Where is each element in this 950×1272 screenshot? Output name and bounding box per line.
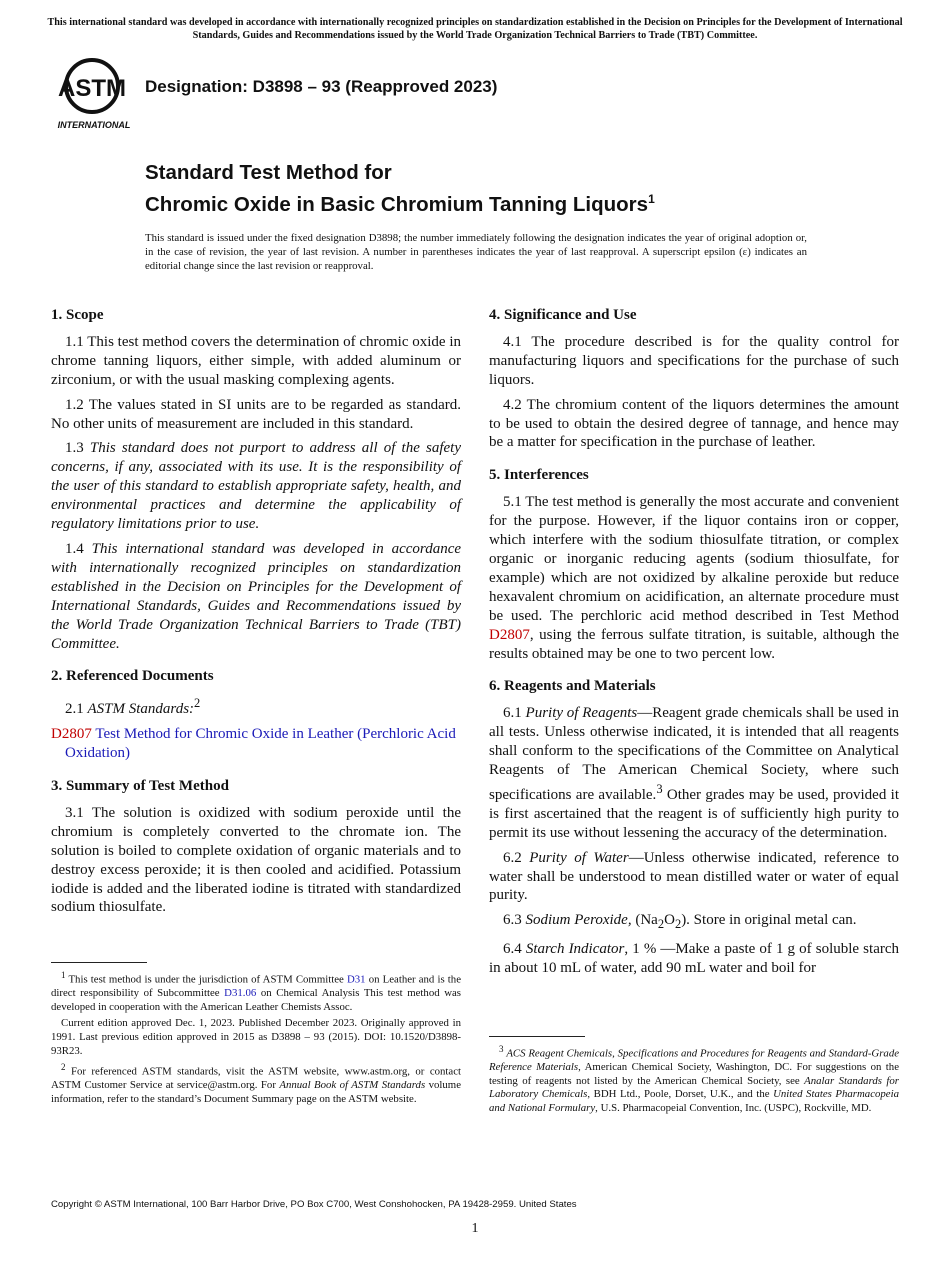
paragraph: 6.2 Purity of Water—Unless otherwise indicated, reference to water shall be understood to mean distilled water or water of equal purity. <box>489 849 899 904</box>
paragraph: 6.1 Purity of Reagents—Reagent grade chemicals shall be used in all tests. Unless otherwise indicated, it is intended that all reagents shall conform to the specifications of the Committee on Analytical Reagents of The American Chemical Society, where such specifications are available.$^3$ Other grades may be used, provided it is first ascertained that the reagent is of sufficiently high purity to permit its use without lessening the accuracy of the determination. <box>489 705 899 841</box>
section-summary <box>51 777 461 917</box>
copyright-line: Copyright © ASTM International, 100 Barr Harbor Drive, PO Box C700, West Conshohocken, PA 19428-2959. United States <box>51 1199 577 1210</box>
section-heading: 2. Referenced Documents <box>51 668 214 685</box>
paragraph <box>51 694 461 719</box>
logo-letters: ASTM <box>58 75 126 102</box>
section-heading: 1. Scope <box>51 307 104 323</box>
title-footnote-mark: 1 <box>648 192 655 206</box>
page-number: 1 <box>471 1221 479 1236</box>
section-significance <box>489 306 899 452</box>
paragraph-text: This standard does not purport to address all of the safety concerns, if any, associated with its use. It is the responsibility of the user of this standard to establish appropriate safety, health, and environmental practices and determine the applicability of regulatory limitations prior to use. <box>51 440 462 533</box>
paragraph: 1.2 The values stated in SI units are to be regarded as standard. No other units of measurement are included in this standard. <box>51 396 461 432</box>
section-referenced-documents <box>51 667 461 763</box>
designation: Designation: D3898 – 93 (Reapproved 2023) <box>145 77 498 96</box>
document-title <box>145 160 655 218</box>
section-heading: 6. Reagents and Materials <box>489 678 656 695</box>
footnotes-right <box>489 1036 899 1119</box>
paragraph-number: 1.4 <box>65 540 84 557</box>
astm-logo <box>52 56 136 132</box>
committee-link[interactable]: D31 <box>346 973 366 986</box>
reference-link[interactable]: D2807 <box>489 626 530 643</box>
footnotes-left <box>51 962 461 1110</box>
development-notice: This international standard was developed in accordance with internationally recognized principles on standardization established in the Decision on Principles for the Development of International Standards, Guides and Recommendations issued by the World Trade Organization Technical Barriers to Trade (TBT) Committee. <box>47 17 903 41</box>
footnote-mark: 2 <box>194 696 201 711</box>
section-interferences <box>489 466 899 663</box>
section-scope <box>51 306 461 653</box>
edition-note: Current edition approved Dec. 1, 2023. Published December 2023. Originally approved in 1991. Last previous edition approved in 2015 as D3898 – 93 (2015). DOI: 10.1520/D3898-93R23. <box>51 1017 461 1057</box>
reference-code[interactable]: D2807 <box>51 726 92 743</box>
paragraph: 4.2 The chromium content of the liquors determines the amount to be used to obtain the desired degree of tannage, and hence may be a matter for specification in the purchase of leather. <box>489 396 899 451</box>
subcommittee-link[interactable]: D31.06 <box>224 987 257 1000</box>
paragraph: 3.1 The solution is oxidized with sodium peroxide until the chromium is completely converted to the chromate ion. The solution is boiled to complete oxidation of organic materials and to destroy excess peroxide; it is then cooled and acidified. Potassium iodide is added and the liberated iodine is titrated with standardized sodium thiosulfate. <box>51 804 461 916</box>
title-line-2: Chromic Oxide in Basic Chromium Tanning Liquors <box>145 192 649 216</box>
footnote-rule <box>489 1036 585 1037</box>
reference-title[interactable]: Test Method for Chromic Oxide in Leather (Perchloric Acid Oxidation) <box>65 726 456 762</box>
title-line-1: Standard Test Method for <box>145 161 392 184</box>
section-heading: 5. Interferences <box>489 467 589 484</box>
footnote-mark: 3 <box>656 781 663 796</box>
paragraph: 1.1 This test method covers the determination of chromic oxide in chrome tanning liquors, either simple, with added aluminum or zirconium, or with the usual masking complexing agents. <box>51 333 461 388</box>
section-reagents <box>489 677 899 978</box>
right-column <box>489 306 899 988</box>
issuance-note: This standard is issued under the fixed designation D3898; the number immediately following the designation indicates the year of original adoption or, in the case of revision, the year of last revision. A number in parentheses indicates the year of last reapproval. A superscript epsilon (ε) indicates an editorial change since the last revision or reapproval. <box>145 232 807 272</box>
paragraph: 5.1 The test method is generally the most accurate and convenient for the purpose. However, if the liquor contains iron or copper, which interfere with the sodium thiosulfate titration, or complex organic or inorganic reducing agents (sodium thiosulfate, for example) which are not oxidized by alkaline peroxide but reduce hexavalent chromium on acidification, an alternate procedure must be used. The perchloric acid method described in Test Method D2807, using the ferrous sulfate titration, is suitable, although the results obtained may be one to two percent low. <box>489 494 899 662</box>
paragraph: 4.1 The procedure described is for the quality control for manufacturing liquors and specifications for the purchase of such liquors. <box>489 333 899 388</box>
paragraph-text: This international standard was developed in accordance with internationally recognized principles on standardization established in the Decision on Principles for the Development of International Standards, Guides and Recommendations issued by the World Trade Organization Technical Barriers to Trade (TBT) Committee. <box>51 540 462 652</box>
paragraph <box>51 540 461 653</box>
section-heading: 3. Summary of Test Method <box>51 778 229 795</box>
left-column <box>51 306 461 927</box>
paragraph: 6.3 Sodium Peroxide, $(Na_2O_2)$. Store in original metal can. <box>503 912 857 932</box>
footnote-1: $^1$ This test method is under the jurisdiction of ASTM Committee D31 on Leather and is the direct responsibility of Subcommittee D31.06 on Chemical Analysis This test method was developed in cooperation with the American Leather Chemists Assoc. <box>51 970 462 1013</box>
logo-sub: INTERNATIONAL <box>57 120 131 130</box>
paragraph-number: 2.1 <box>65 701 84 718</box>
footnote-rule <box>51 962 147 963</box>
footnote-3: $^3$ ACS Reagent Chemicals, Specifications and Procedures for Reagents and Standard-Grade Reference Materials, American Chemical Society, Washington, DC. For suggestions on the testing of reagents not listed by the American Chemical Society, see Analar Standards for Laboratory Chemicals, BDH Ltd., Poole, Dorset, U.K., and the United States Pharmacopeia and National Formulary, U.S. Pharmacopeial Convention, Inc. (USPC), Rockville, MD. <box>489 1044 900 1114</box>
reference-link[interactable] <box>51 725 461 763</box>
paragraph-text: ASTM Standards: <box>87 701 195 718</box>
paragraph <box>51 439 461 534</box>
paragraph-number: 1.3 <box>65 440 84 457</box>
section-heading: 4. Significance and Use <box>489 307 637 323</box>
footnote-2: $^2$ For referenced ASTM standards, visit the ASTM website, www.astm.org, or contact ASTM Customer Service at service@astm.org. For Annual Book of ASTM Standards volume information, refer to the standard’s Document Summary page on the ASTM website. <box>51 1062 461 1105</box>
paragraph: 6.4 Starch Indicator, 1 % —Make a paste of 1 g of soluble starch in about 10 mL of water, add 90 mL water and boil for <box>489 941 899 977</box>
